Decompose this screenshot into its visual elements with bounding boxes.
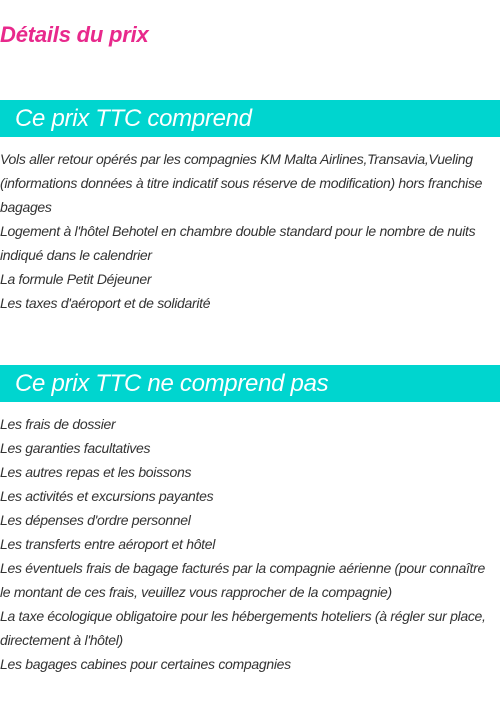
included-item: Les taxes d'aéroport et de solidarité: [0, 295, 211, 311]
excluded-heading: Ce prix TTC ne comprend pas: [15, 370, 329, 397]
excluded-item: Les frais de dossier: [0, 416, 116, 432]
excluded-item: Les bagages cabines pour certaines compagnies: [0, 656, 291, 672]
included-item: Logement à l'hôtel Behotel en chambre double standard pour le nombre de nuits indiqué dans le calendrier: [0, 223, 476, 263]
included-list: [0, 147, 498, 315]
excluded-item: Les garanties facultatives: [0, 440, 151, 456]
excluded-item: Les dépenses d'ordre personnel: [0, 512, 191, 528]
included-item: La formule Petit Déjeuner: [0, 271, 152, 287]
excluded-item: Les éventuels frais de bagage facturés par la compagnie aérienne (pour connaître le montant de ces frais, veuillez vous rapprocher de la compagnie): [0, 560, 485, 600]
page-title: Détails du prix: [0, 22, 149, 47]
excluded-item: La taxe écologique obligatoire pour les hébergements hoteliers (à régler sur place, directement à l'hôtel): [0, 608, 486, 648]
excluded-item: Les activités et excursions payantes: [0, 488, 214, 504]
included-heading: Ce prix TTC comprend: [15, 105, 252, 132]
excluded-section-header: [0, 365, 500, 402]
excluded-list: [0, 412, 498, 676]
excluded-item: Les autres repas et les boissons: [0, 464, 192, 480]
excluded-item: Les transferts entre aéroport et hôtel: [0, 536, 216, 552]
included-section-header: [0, 100, 500, 137]
included-item: Vols aller retour opérés par les compagnies KM Malta Airlines,Transavia,Vueling (informations données à titre indicatif sous réserve de modification) hors franchise bagages: [0, 151, 483, 215]
